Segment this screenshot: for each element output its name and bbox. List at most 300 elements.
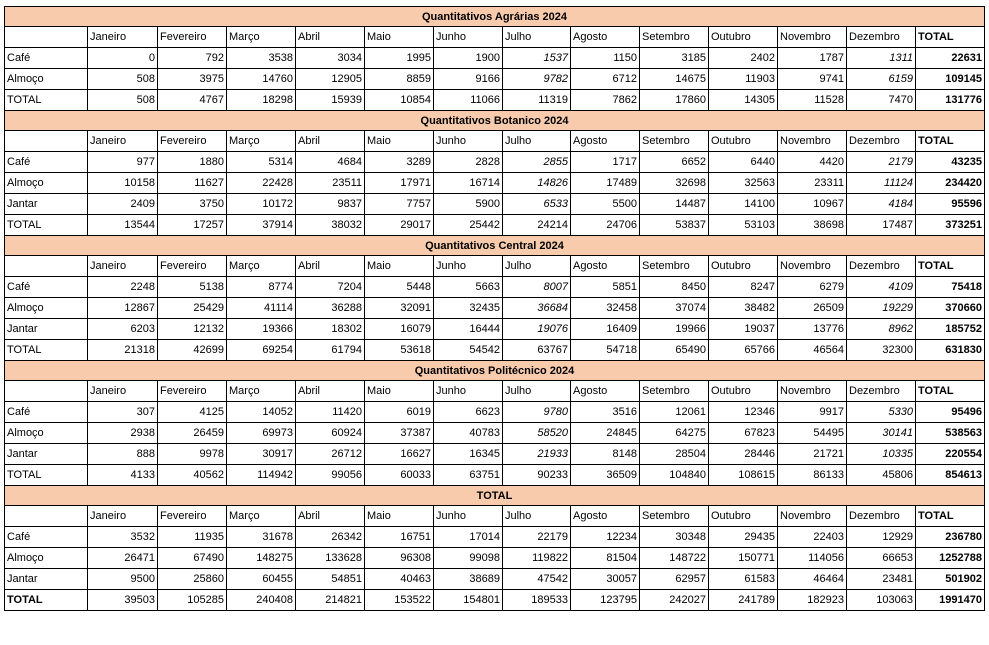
value-cell: 96308 (365, 548, 434, 569)
value-cell: 65766 (709, 340, 778, 361)
value-cell: 2855 (503, 152, 571, 173)
section-title-row (5, 486, 985, 506)
row-label: Jantar (5, 444, 88, 465)
value-cell: 29017 (365, 215, 434, 236)
value-cell: 61794 (296, 340, 365, 361)
value-cell: 307 (88, 402, 158, 423)
table-row (5, 569, 985, 590)
value-cell: 11627 (158, 173, 227, 194)
row-total-cell: 75418 (916, 277, 985, 298)
value-cell: 13776 (778, 319, 847, 340)
value-cell: 99098 (434, 548, 503, 569)
month-header: Novembro (778, 256, 847, 277)
value-cell: 3185 (640, 48, 709, 69)
value-cell: 38032 (296, 215, 365, 236)
value-cell: 67490 (158, 548, 227, 569)
value-cell: 30141 (847, 423, 916, 444)
row-total-cell: 854613 (916, 465, 985, 486)
table-row (5, 173, 985, 194)
value-cell: 5138 (158, 277, 227, 298)
row-label: TOTAL (5, 340, 88, 361)
value-cell: 242027 (640, 590, 709, 611)
month-header: Julho (503, 381, 571, 402)
value-cell: 12905 (296, 69, 365, 90)
value-cell: 12867 (88, 298, 158, 319)
table-row (5, 48, 985, 69)
row-total-cell: 185752 (916, 319, 985, 340)
value-cell: 26509 (778, 298, 847, 319)
row-total-cell: 131776 (916, 90, 985, 111)
value-cell: 54495 (778, 423, 847, 444)
month-header: Julho (503, 256, 571, 277)
month-header: Agosto (571, 381, 640, 402)
value-cell: 32435 (434, 298, 503, 319)
value-cell: 22428 (227, 173, 296, 194)
month-header: Setembro (640, 131, 709, 152)
row-total-cell: 501902 (916, 569, 985, 590)
value-cell: 241789 (709, 590, 778, 611)
value-cell: 32458 (571, 298, 640, 319)
value-cell: 508 (88, 69, 158, 90)
value-cell: 37074 (640, 298, 709, 319)
value-cell: 3532 (88, 527, 158, 548)
row-total-cell: 95496 (916, 402, 985, 423)
value-cell: 13544 (88, 215, 158, 236)
value-cell: 16714 (434, 173, 503, 194)
value-cell: 6279 (778, 277, 847, 298)
value-cell: 148722 (640, 548, 709, 569)
value-cell: 4184 (847, 194, 916, 215)
value-cell: 6440 (709, 152, 778, 173)
value-cell: 90233 (503, 465, 571, 486)
value-cell: 10335 (847, 444, 916, 465)
row-label: Jantar (5, 569, 88, 590)
value-cell: 3975 (158, 69, 227, 90)
value-cell: 10967 (778, 194, 847, 215)
table-row (5, 590, 985, 611)
month-header: Abril (296, 131, 365, 152)
value-cell: 5314 (227, 152, 296, 173)
month-header: Janeiro (88, 506, 158, 527)
value-cell: 105285 (158, 590, 227, 611)
month-header: Outubro (709, 27, 778, 48)
month-header: Janeiro (88, 27, 158, 48)
month-header: Junho (434, 256, 503, 277)
row-total-cell: 95596 (916, 194, 985, 215)
value-cell: 15939 (296, 90, 365, 111)
value-cell: 182923 (778, 590, 847, 611)
value-cell: 53103 (709, 215, 778, 236)
row-label: TOTAL (5, 590, 88, 611)
month-header: Março (227, 256, 296, 277)
value-cell: 53837 (640, 215, 709, 236)
value-cell: 32563 (709, 173, 778, 194)
month-header: Fevereiro (158, 506, 227, 527)
value-cell: 3034 (296, 48, 365, 69)
value-cell: 23481 (847, 569, 916, 590)
value-cell: 26342 (296, 527, 365, 548)
month-header: Fevereiro (158, 381, 227, 402)
value-cell: 17487 (847, 215, 916, 236)
value-cell: 7204 (296, 277, 365, 298)
value-cell: 63751 (434, 465, 503, 486)
value-cell: 10854 (365, 90, 434, 111)
month-header: Outubro (709, 506, 778, 527)
value-cell: 63767 (503, 340, 571, 361)
row-total-cell: 236780 (916, 527, 985, 548)
row-label: Café (5, 527, 88, 548)
value-cell: 8450 (640, 277, 709, 298)
month-header: Maio (365, 381, 434, 402)
month-header: Fevereiro (158, 131, 227, 152)
total-header: TOTAL (916, 256, 985, 277)
value-cell: 8774 (227, 277, 296, 298)
value-cell: 19229 (847, 298, 916, 319)
section-title: Quantitativos Botanico 2024 (5, 111, 985, 131)
row-label: Almoço (5, 298, 88, 319)
value-cell: 30348 (640, 527, 709, 548)
value-cell: 65490 (640, 340, 709, 361)
value-cell: 14100 (709, 194, 778, 215)
value-cell: 37914 (227, 215, 296, 236)
value-cell: 32091 (365, 298, 434, 319)
value-cell: 81504 (571, 548, 640, 569)
value-cell: 10172 (227, 194, 296, 215)
value-cell: 58520 (503, 423, 571, 444)
value-cell: 25429 (158, 298, 227, 319)
value-cell: 22403 (778, 527, 847, 548)
value-cell: 12346 (709, 402, 778, 423)
value-cell: 30057 (571, 569, 640, 590)
value-cell: 40562 (158, 465, 227, 486)
value-cell: 1717 (571, 152, 640, 173)
value-cell: 11124 (847, 173, 916, 194)
value-cell: 148275 (227, 548, 296, 569)
month-header: Setembro (640, 256, 709, 277)
value-cell: 3538 (227, 48, 296, 69)
value-cell: 46464 (778, 569, 847, 590)
month-header: Novembro (778, 27, 847, 48)
section-title: Quantitativos Politécnico 2024 (5, 361, 985, 381)
month-header: Maio (365, 256, 434, 277)
value-cell: 41114 (227, 298, 296, 319)
value-cell: 47542 (503, 569, 571, 590)
value-cell: 11319 (503, 90, 571, 111)
value-cell: 39503 (88, 590, 158, 611)
month-header: Abril (296, 27, 365, 48)
table-row (5, 423, 985, 444)
section-title-row (5, 236, 985, 256)
value-cell: 5663 (434, 277, 503, 298)
month-header: Dezembro (847, 27, 916, 48)
value-cell: 189533 (503, 590, 571, 611)
month-header: Abril (296, 256, 365, 277)
value-cell: 2248 (88, 277, 158, 298)
value-cell: 24214 (503, 215, 571, 236)
value-cell: 38689 (434, 569, 503, 590)
row-total-cell: 538563 (916, 423, 985, 444)
month-header: Setembro (640, 27, 709, 48)
month-header: Setembro (640, 506, 709, 527)
month-header: Novembro (778, 381, 847, 402)
month-header: Abril (296, 381, 365, 402)
table-row (5, 527, 985, 548)
value-cell: 12061 (640, 402, 709, 423)
total-header: TOTAL (916, 506, 985, 527)
value-cell: 508 (88, 90, 158, 111)
header-blank-cell (5, 256, 88, 277)
value-cell: 114056 (778, 548, 847, 569)
row-total-cell: 234420 (916, 173, 985, 194)
value-cell: 99056 (296, 465, 365, 486)
section-title-row (5, 7, 985, 27)
row-total-cell: 109145 (916, 69, 985, 90)
row-label: Café (5, 277, 88, 298)
value-cell: 54542 (434, 340, 503, 361)
quantitativos-spreadsheet (4, 6, 985, 611)
total-header: TOTAL (916, 27, 985, 48)
value-cell: 2402 (709, 48, 778, 69)
value-cell: 4420 (778, 152, 847, 173)
table-row (5, 340, 985, 361)
value-cell: 1537 (503, 48, 571, 69)
row-total-cell: 22631 (916, 48, 985, 69)
value-cell: 16079 (365, 319, 434, 340)
row-total-cell: 1252788 (916, 548, 985, 569)
table-row (5, 402, 985, 423)
table-row (5, 319, 985, 340)
month-header: Agosto (571, 131, 640, 152)
month-header-row (5, 131, 985, 152)
month-header: Outubro (709, 381, 778, 402)
value-cell: 6159 (847, 69, 916, 90)
month-header: Junho (434, 131, 503, 152)
row-label: TOTAL (5, 90, 88, 111)
value-cell: 28446 (709, 444, 778, 465)
header-blank-cell (5, 506, 88, 527)
value-cell: 150771 (709, 548, 778, 569)
value-cell: 8007 (503, 277, 571, 298)
value-cell: 14052 (227, 402, 296, 423)
table-row (5, 298, 985, 319)
table-row (5, 215, 985, 236)
month-header: Março (227, 27, 296, 48)
value-cell: 25860 (158, 569, 227, 590)
month-header: Janeiro (88, 131, 158, 152)
value-cell: 8859 (365, 69, 434, 90)
value-cell: 3289 (365, 152, 434, 173)
row-total-cell: 370660 (916, 298, 985, 319)
value-cell: 1150 (571, 48, 640, 69)
value-cell: 26459 (158, 423, 227, 444)
value-cell: 2409 (88, 194, 158, 215)
row-label: Jantar (5, 194, 88, 215)
month-header: Agosto (571, 256, 640, 277)
value-cell: 4767 (158, 90, 227, 111)
month-header: Dezembro (847, 256, 916, 277)
value-cell: 64275 (640, 423, 709, 444)
value-cell: 10158 (88, 173, 158, 194)
value-cell: 37387 (365, 423, 434, 444)
month-header: Dezembro (847, 131, 916, 152)
value-cell: 29435 (709, 527, 778, 548)
table-row (5, 465, 985, 486)
value-cell: 11420 (296, 402, 365, 423)
value-cell: 11935 (158, 527, 227, 548)
value-cell: 11903 (709, 69, 778, 90)
month-header: Julho (503, 131, 571, 152)
row-label: TOTAL (5, 465, 88, 486)
value-cell: 16627 (365, 444, 434, 465)
value-cell: 1311 (847, 48, 916, 69)
value-cell: 16345 (434, 444, 503, 465)
value-cell: 0 (88, 48, 158, 69)
value-cell: 67823 (709, 423, 778, 444)
value-cell: 123795 (571, 590, 640, 611)
value-cell: 12929 (847, 527, 916, 548)
value-cell: 114942 (227, 465, 296, 486)
value-cell: 45806 (847, 465, 916, 486)
value-cell: 36509 (571, 465, 640, 486)
value-cell: 19966 (640, 319, 709, 340)
value-cell: 18302 (296, 319, 365, 340)
value-cell: 6652 (640, 152, 709, 173)
value-cell: 11528 (778, 90, 847, 111)
value-cell: 16444 (434, 319, 503, 340)
value-cell: 18298 (227, 90, 296, 111)
month-header: Junho (434, 506, 503, 527)
value-cell: 14487 (640, 194, 709, 215)
value-cell: 28504 (640, 444, 709, 465)
value-cell: 3750 (158, 194, 227, 215)
value-cell: 53618 (365, 340, 434, 361)
value-cell: 60455 (227, 569, 296, 590)
value-cell: 11066 (434, 90, 503, 111)
value-cell: 154801 (434, 590, 503, 611)
row-label: Almoço (5, 548, 88, 569)
value-cell: 9782 (503, 69, 571, 90)
row-total-cell: 43235 (916, 152, 985, 173)
value-cell: 214821 (296, 590, 365, 611)
value-cell: 16409 (571, 319, 640, 340)
value-cell: 60924 (296, 423, 365, 444)
value-cell: 69254 (227, 340, 296, 361)
value-cell: 24706 (571, 215, 640, 236)
row-label: Almoço (5, 173, 88, 194)
value-cell: 21933 (503, 444, 571, 465)
value-cell: 42699 (158, 340, 227, 361)
value-cell: 17971 (365, 173, 434, 194)
total-header: TOTAL (916, 131, 985, 152)
value-cell: 86133 (778, 465, 847, 486)
row-total-cell: 220554 (916, 444, 985, 465)
value-cell: 23511 (296, 173, 365, 194)
value-cell: 9780 (503, 402, 571, 423)
value-cell: 4109 (847, 277, 916, 298)
value-cell: 4125 (158, 402, 227, 423)
value-cell: 46564 (778, 340, 847, 361)
value-cell: 3516 (571, 402, 640, 423)
row-label: TOTAL (5, 215, 88, 236)
value-cell: 32698 (640, 173, 709, 194)
value-cell: 8247 (709, 277, 778, 298)
table-row (5, 152, 985, 173)
month-header: Março (227, 381, 296, 402)
value-cell: 2938 (88, 423, 158, 444)
value-cell: 1900 (434, 48, 503, 69)
value-cell: 36288 (296, 298, 365, 319)
row-label: Café (5, 402, 88, 423)
value-cell: 40783 (434, 423, 503, 444)
value-cell: 6203 (88, 319, 158, 340)
row-total-cell: 1991470 (916, 590, 985, 611)
value-cell: 4684 (296, 152, 365, 173)
value-cell: 5500 (571, 194, 640, 215)
value-cell: 133628 (296, 548, 365, 569)
value-cell: 21721 (778, 444, 847, 465)
header-blank-cell (5, 27, 88, 48)
value-cell: 32300 (847, 340, 916, 361)
section-title: TOTAL (5, 486, 985, 506)
row-label: Jantar (5, 319, 88, 340)
value-cell: 9837 (296, 194, 365, 215)
section-title-row (5, 361, 985, 381)
value-cell: 62957 (640, 569, 709, 590)
value-cell: 12132 (158, 319, 227, 340)
value-cell: 2828 (434, 152, 503, 173)
value-cell: 14760 (227, 69, 296, 90)
month-header: Junho (434, 381, 503, 402)
value-cell: 8962 (847, 319, 916, 340)
row-label: Café (5, 152, 88, 173)
value-cell: 26712 (296, 444, 365, 465)
month-header: Maio (365, 506, 434, 527)
value-cell: 38698 (778, 215, 847, 236)
value-cell: 17014 (434, 527, 503, 548)
value-cell: 9741 (778, 69, 847, 90)
table-row (5, 194, 985, 215)
month-header: Agosto (571, 506, 640, 527)
value-cell: 7862 (571, 90, 640, 111)
value-cell: 119822 (503, 548, 571, 569)
value-cell: 5448 (365, 277, 434, 298)
value-cell: 21318 (88, 340, 158, 361)
value-cell: 36684 (503, 298, 571, 319)
month-header: Março (227, 506, 296, 527)
table-row (5, 548, 985, 569)
value-cell: 14826 (503, 173, 571, 194)
value-cell: 7757 (365, 194, 434, 215)
value-cell: 5851 (571, 277, 640, 298)
value-cell: 40463 (365, 569, 434, 590)
value-cell: 12234 (571, 527, 640, 548)
month-header: Maio (365, 131, 434, 152)
month-header: Novembro (778, 131, 847, 152)
value-cell: 1995 (365, 48, 434, 69)
value-cell: 4133 (88, 465, 158, 486)
month-header: Maio (365, 27, 434, 48)
value-cell: 22179 (503, 527, 571, 548)
value-cell: 6019 (365, 402, 434, 423)
value-cell: 1880 (158, 152, 227, 173)
value-cell: 9978 (158, 444, 227, 465)
value-cell: 5900 (434, 194, 503, 215)
section-title: Quantitativos Agrárias 2024 (5, 7, 985, 27)
value-cell: 108615 (709, 465, 778, 486)
value-cell: 30917 (227, 444, 296, 465)
value-cell: 8148 (571, 444, 640, 465)
table-row (5, 69, 985, 90)
